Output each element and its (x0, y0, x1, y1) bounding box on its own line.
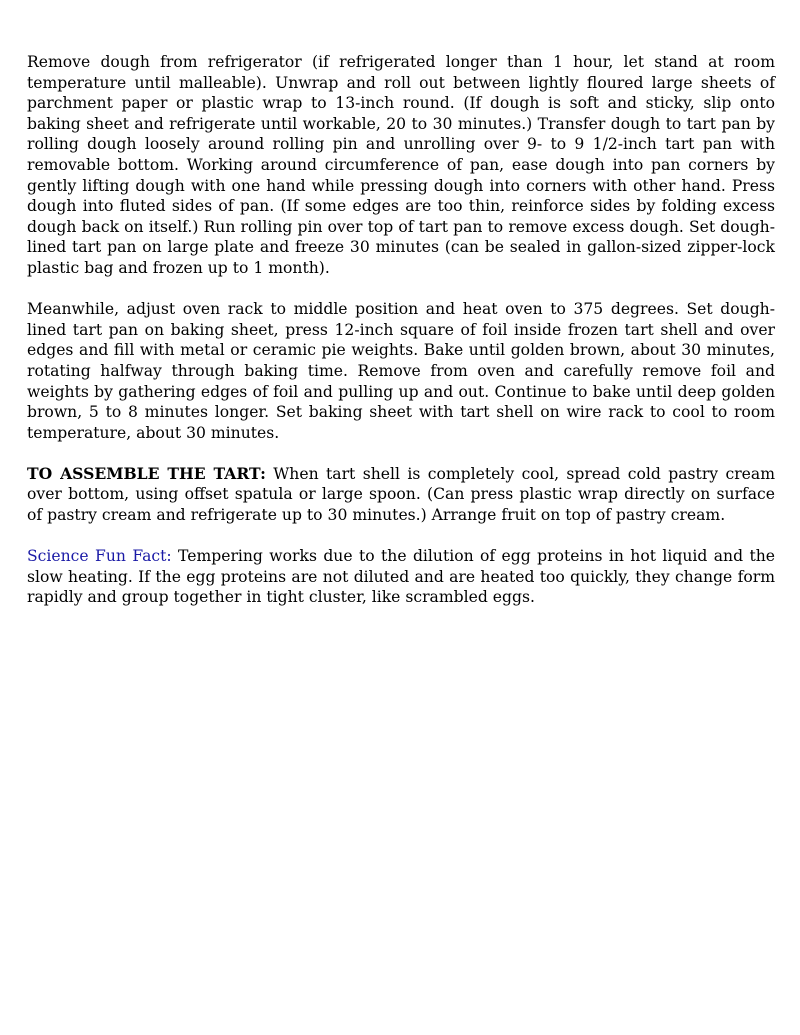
paragraph-bake-shell: Meanwhile, adjust oven rack to middle position and heat oven to 375 degrees. Set dough-lined tart pan on baking sheet, press 12-inch square of foil inside frozen tart shell and over edges and fill with metal or ceramic pie weights. Bake until golden brown, about 30 minutes, rotating halfway through baking time. Remove from oven and carefully remove foil and weights by gathering edges of foil and pulling up and out. Continue to bake until deep golden brown, 5 to 8 minutes longer. Set baking sheet with tart shell on wire rack to cool to room temperature, about 30 minutes. (27, 300, 775, 442)
document-page (27, 52, 775, 629)
paragraph-roll-dough: Remove dough from refrigerator (if refrigerated longer than 1 hour, let stand at room temperature until malleable). Unwrap and roll out between lightly floured large sheets of parchment paper or plastic wrap to 13-inch round. (If dough is soft and sticky, slip onto baking sheet and refrigerate until workable, 20 to 30 minutes.) Transfer dough to tart pan by rolling dough loosely around rolling pin and unrolling over 9- to 9 1/2-inch tart pan with removable bottom. Working around circumference of pan, ease dough into pan corners by gently lifting dough with one hand while pressing dough into corners with other hand. Press dough into fluted sides of pan. (If some edges are too thin, reinforce sides by folding excess dough back on itself.) Run rolling pin over top of tart pan to remove excess dough. Set dough-lined tart pan on large plate and freeze 30 minutes (can be sealed in gallon-sized zipper-lock plastic bag and frozen up to 1 month). (27, 53, 775, 277)
paragraph-assemble (27, 464, 775, 526)
paragraph-fun-fact (27, 546, 775, 608)
assemble-text: When tart shell is completely cool, spread cold pastry cream over bottom, using offset spatula or large spoon. (Can press plastic wrap directly on surface of pastry cream and refrigerate up to 30 minutes.) Arrange fruit on top of pastry cream. (27, 464, 775, 525)
fun-fact-label: Science Fun Fact: (27, 547, 172, 566)
assemble-heading: TO ASSEMBLE THE TART: (27, 463, 266, 483)
fun-fact-text: Tempering works due to the dilution of egg proteins in hot liquid and the slow heating. If the egg proteins are not diluted and are heated too quickly, they change form rapidly and group together in tight cluster, like scrambled eggs. (27, 547, 775, 607)
